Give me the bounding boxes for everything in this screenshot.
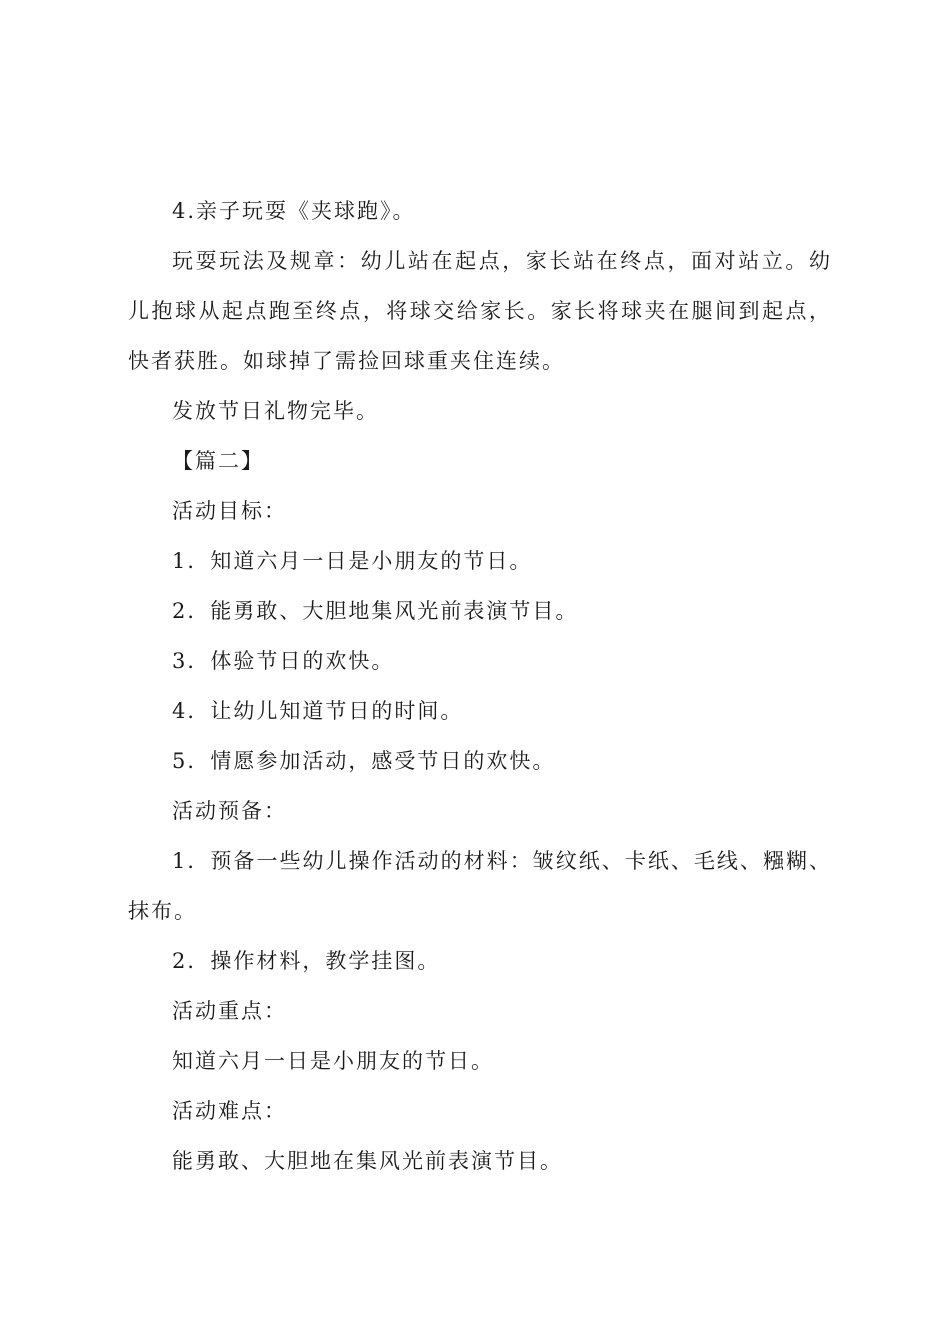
list-item: 4．让幼儿知道节日的时间。 [172,699,464,723]
list-item: 3．体验节日的欢快。 [172,649,395,673]
list-item: 2．能勇敢、大胆地集风光前表演节目。 [172,599,579,623]
section-heading: 【篇二】 [172,449,264,473]
paragraph-focus: 知道六月一日是小朋友的节日。 [172,1049,494,1073]
heading-activity-focus: 活动重点： [172,999,287,1023]
paragraph-game-rules: 玩耍玩法及规章：幼儿站在起点，家长站在终点，面对站立。幼儿抱球从起点跑至终点，将球交给家长。家长将球夹在腿间到起点，快者获胜。如球掉了需捡回球重夹住连续。 [128,249,832,373]
heading-activity-goals: 活动目标： [172,499,287,523]
paragraph-game-title: 4.亲子玩耍《夹球跑》。 [172,199,416,223]
paragraph-gifts: 发放节日礼物完毕。 [172,399,379,423]
heading-activity-preparation: 活动预备： [172,799,287,823]
heading-activity-difficulty: 活动难点： [172,1099,287,1123]
paragraph-difficulty: 能勇敢、大胆地在集风光前表演节目。 [172,1149,563,1173]
list-item: 1．知道六月一日是小朋友的节日。 [172,549,533,573]
list-item: 5．情愿参加活动，感受节日的欢快。 [172,749,556,773]
list-item: 2．操作材料，教学挂图。 [172,949,441,973]
document-body [128,186,832,1186]
list-item: 1．预备一些幼儿操作活动的材料：皱纹纸、卡纸、毛线、糨糊、抹布。 [128,849,832,923]
